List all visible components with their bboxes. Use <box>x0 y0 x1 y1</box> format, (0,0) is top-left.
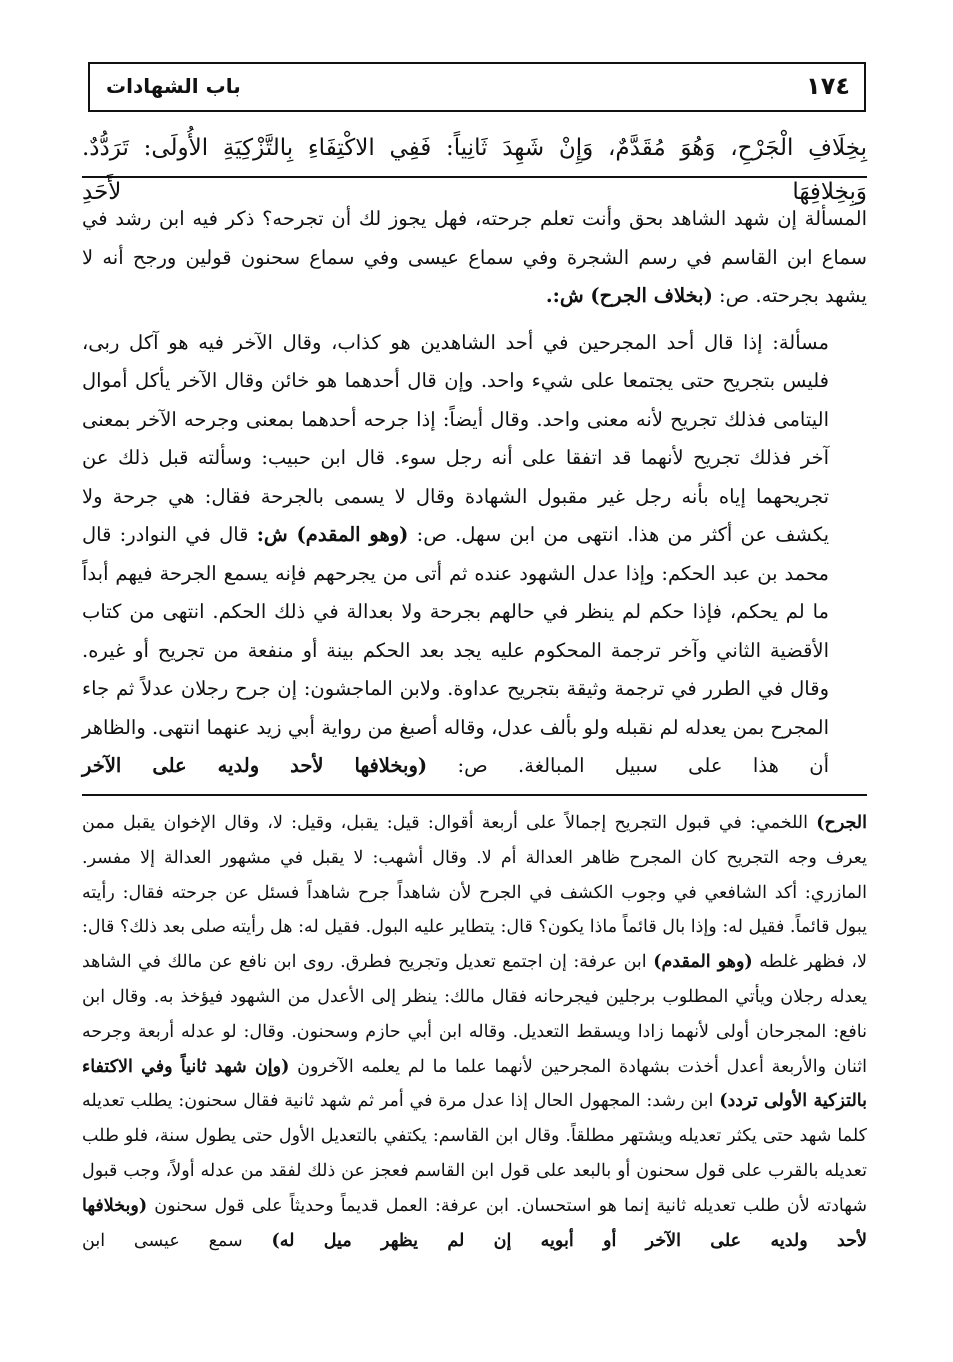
footnote-commentary <box>82 806 867 1258</box>
page-header <box>88 62 866 112</box>
page-number: ١٧٤ <box>806 72 850 100</box>
footnote-text: سمع عيسى ابن <box>82 1230 243 1251</box>
footnote-quote: الجرح) <box>816 813 867 833</box>
footnote-quote: (وهو المقدم) <box>653 952 753 973</box>
footnote-text: ابن رشد: المجهول الحال إذا عدل مرة في أمر ثم شهد ثانية فقال سحنون: يطلب تعديله كلما شهد حتى يكثر تعديله ويشتهر مطلقاً. وقال ابن القاسم: يكتفي بالتعديل الأول حتى يطول سنة، فلو طلب تعديله بالقرب على قول سحنون أو بالبعد على قول ابن القاسم فعجز عن ذلك لفقد من عدله أولاً، وجب قبول شهادته لأن طلب تعديله ثانية إنما هو استحسان. ابن عرفة: العمل قديماً وحديثاً على قول سحنون <box>82 1091 867 1216</box>
footnote-text: ابن عرفة: إن اجتمع تعديل وتجريح فطرق. روى ابن نافع عن مالك في الشاهد يعدله رجلان ويأتي المطلوب برجلين فيجرحانه فقال مالك: ينظر إلى الأعدل من الشهود فيؤخذ به. وقال ابن نافع: المجرحان أولى لأنهما زادا ويسقط التعديل. وقاله ابن أبي حازم وسحنون. وقال: لو عدله أربعة وجرحه اثنان والأربعة أعدل أخذت بشهادة المجرحين لأنهما علما ما لم يعلمه الآخرون <box>82 952 867 1077</box>
matn-text: بِخِلَافِ الْجَرْحِ، وَهُوَ مُقَدَّمٌ، وَإِنْ شَهِدَ ثَانِياً: فَفِي الاكْتِفَاءِ بِالتَّزْكِيَةِ الأُولَى: تَرَدُّدٌ. وَبِخِلافِهَا لأَحَدِ <box>82 135 867 205</box>
footnote-quote: (وبخلافها لأحد ولديه على الآخر أو أبويه إن لم يظهر ميل له) <box>82 1195 867 1251</box>
sharh-paragraph <box>82 324 867 786</box>
sharh-quote: (بخلاف الجرح) ش:. <box>545 284 713 307</box>
sharh-paragraph-text: المسألة إن شهد الشاهد بحق وأنت تعلم جرحته، فهل يجوز لك أن تجرحه؟ ذكر فيه ابن رشد في سماع ابن القاسم في رسم الشجرة وفي سماع عيسى وفي سماع سحنون قولين ورجح أنه لا يشهد بجرحته. ص: <box>82 207 867 307</box>
sharh-commentary <box>82 200 867 786</box>
sharh-quote: (وهو المقدم) ش: <box>256 523 409 546</box>
footnote-text: اللخمي: في قبول التجريح إجمالاً على أربعة أقوال: قيل: يقبل، وقيل: لا، وقال الإخوان يقبل ممن يعرف وجه التجريح كان المجرح ظاهر العدالة أم لا. وقال أشهب: لا يقبل في مشهور العدالة إلا مفسر. المازري: أكد الشافعي في وجوب الكشف في الجرح لأن شاهداً جرح شاهداً فسئل عن جرحته فقال: رأيته يبول قائماً. فقيل له: وإذا بال قائماً ماذا يكون؟ قال: يتطاير عليه البول. فقيل له: هل رأيته صلى بعد ذلك؟ قال: لا، فظهر غلطه <box>82 813 867 973</box>
matn-divider <box>82 176 867 178</box>
chapter-title: باب الشهادات <box>106 74 241 98</box>
sharh-paragraph <box>82 200 867 316</box>
sharh-paragraph-text: مسألة: إذا قال أحد المجرحين في أحد الشاهدين هو كذاب، وقال الآخر فيه هو آكل ربى، فليس بتجريح حتى يجتمعا على شيء واحد. وإن قال أحدهما هو خائن وقال الآخر يأكل أموال اليتامى فذلك تجريح لأنه معنى واحد. وقال أيضاً: إذا جرحه أحدهما بمعنى وجرحه الآخر بمعنى آخر فذلك تجريح لأنهما قد اتفقا على أنه رجل سوء. قال ابن حبيب: وسألته قبل ذلك عن تجريحهما إياه بأنه رجل غير مقبول الشهادة وقال لا يسمى بالجرحة فقال: هي جرحة ولا يكشف عن أكثر من هذا. انتهى من ابن سهل. ص: <box>82 330 830 546</box>
sharh-paragraph-text: قال في النوادر: قال محمد بن عبد الحكم: وإذا عدل الشهود عنده ثم أتى من يجرحهم فإنه يسمع الجرحة فيهم أبداً ما لم يحكم، فإذا حكم لم ينظر في حالهم بجرحة ولا بعدالة في ذلك الحكم. انتهى من كتاب الأقضية الثاني وآخر ترجمة المحكوم عليه يجد بعد الحكم بينة أو منفعة من تجريح أو غيره. وقال في الطرر في ترجمة وثيقة بتجريح عداوة. ولابن الماجشون: إن جرح رجلان عدلاً ثم جاء المجرح بمن يعدله لم نقبله ولو بألف عدل، وقاله أصبغ من رواية أبي زيد عنهما انتهى. والظاهر أن هذا على سبيل المبالغة. ص: <box>82 523 829 777</box>
footnote-divider <box>82 794 867 796</box>
sharh-quote: (وبخلافها لأحد ولديه على الآخر <box>82 754 428 777</box>
footnote-quote: (وإن شهد ثانياً وفي الاكتفاء بالتزكية الأولى تردد) <box>82 1056 867 1112</box>
